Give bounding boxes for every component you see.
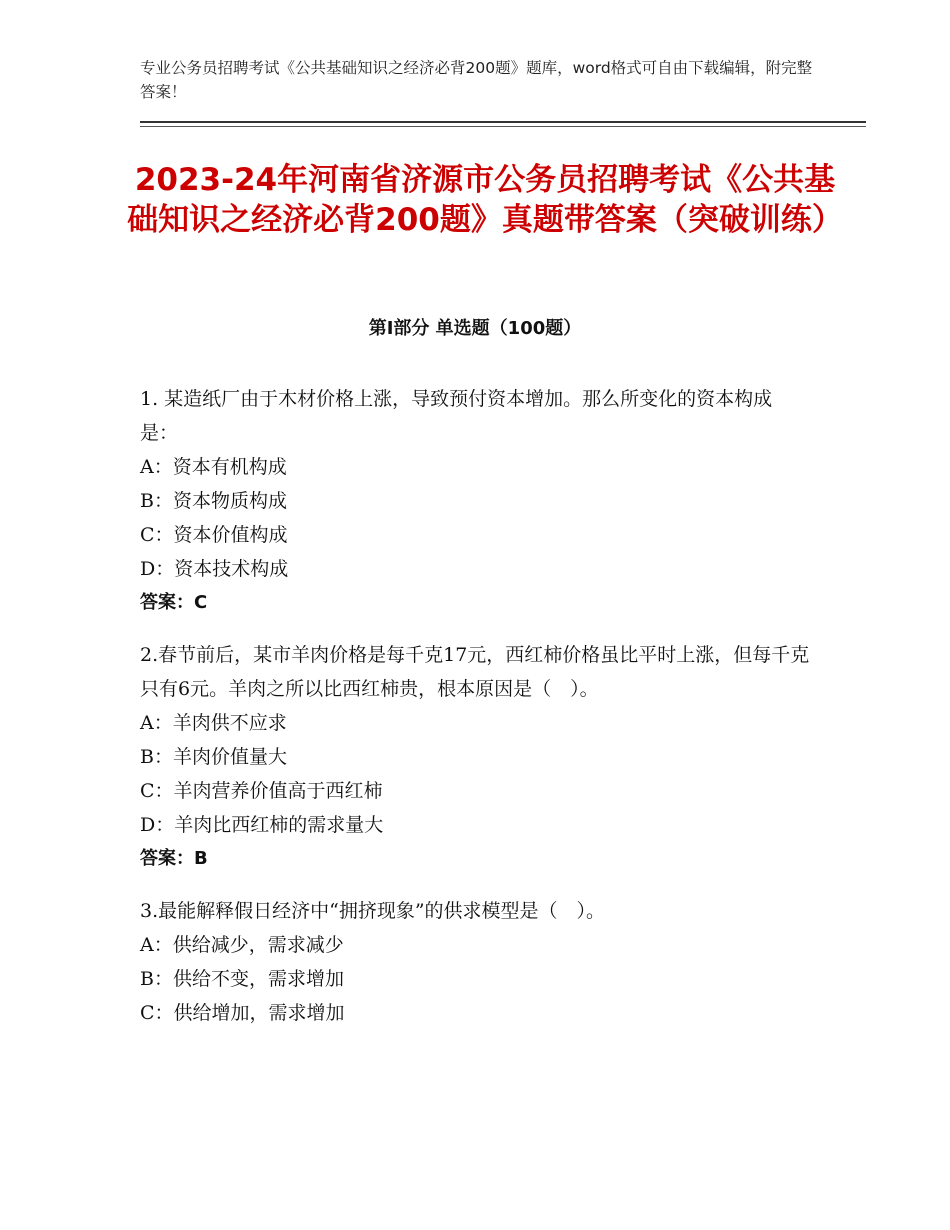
question-3 [140, 894, 810, 1030]
question-1 [140, 382, 810, 620]
option-b: B：资本物质构成 [140, 490, 287, 512]
option-c: C：羊肉营养价值高于西红柿 [140, 780, 383, 802]
question-list [140, 382, 810, 1048]
header-note: 专业公务员招聘考试《公共基础知识之经济必背200题》题库，word格式可自由下载编辑，附完整答案！ [140, 59, 813, 101]
document-title: 2023-24年河南省济源市公务员招聘考试《公共基础知识之经济必背200题》真题带答案（突破训练） [127, 162, 843, 238]
option-c: C：资本价值构成 [140, 524, 288, 546]
option-a: A：资本有机构成 [140, 456, 287, 478]
answer: 答案：C [140, 592, 208, 613]
option-c: C：供给增加，需求增加 [140, 1002, 345, 1024]
question-stem: 3.最能解释假日经济中“拥挤现象”的供求模型是（ ）。 [140, 900, 606, 922]
option-b: B：供给不变，需求增加 [140, 968, 344, 990]
option-d: D：资本技术构成 [140, 558, 289, 580]
option-b: B：羊肉价值量大 [140, 746, 287, 768]
option-d: D：羊肉比西红柿的需求量大 [140, 814, 384, 836]
question-stem: 1. 某造纸厂由于木材价格上涨，导致预付资本增加。那么所变化的资本构成是： [140, 388, 773, 444]
question-stem: 2.春节前后，某市羊肉价格是每千克17元，西红柿价格虽比平时上涨，但每千克只有6元。羊肉之所以比西红柿贵，根本原因是（ ）。 [140, 644, 810, 700]
question-2 [140, 638, 810, 876]
option-a: A：供给减少，需求减少 [140, 934, 344, 956]
header-divider-thin [140, 126, 866, 127]
option-a: A：羊肉供不应求 [140, 712, 287, 734]
header-divider-thick [140, 121, 866, 123]
section-title: 第Ⅰ部分 单选题（100题） [368, 318, 582, 339]
answer: 答案：B [140, 848, 208, 869]
